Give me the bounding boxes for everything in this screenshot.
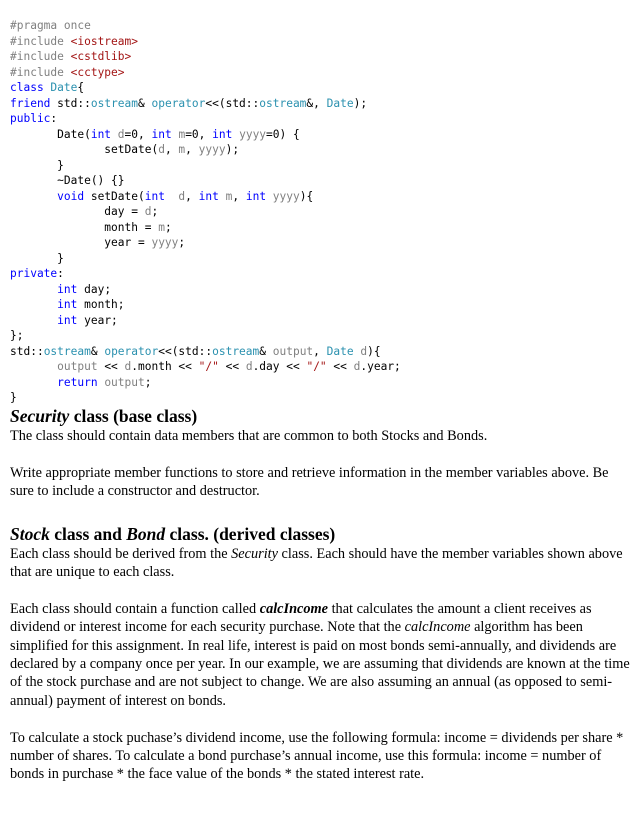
code-line [10, 344, 401, 360]
code-token: } [10, 251, 64, 265]
code-token: output [272, 344, 314, 358]
code-token: Date [326, 96, 354, 110]
code-token: day = [10, 205, 145, 218]
code-token: year; [84, 313, 118, 327]
code-token: << [326, 360, 354, 373]
code-token: m [178, 127, 186, 141]
code-token: d [178, 189, 186, 203]
code-token: int [245, 189, 273, 203]
code-token: <<(std:: [205, 96, 260, 110]
code-token: operator [104, 344, 159, 358]
code-token: : [57, 267, 64, 280]
code-line [10, 220, 401, 236]
code-token: ; [151, 205, 159, 218]
code-token: m [158, 220, 165, 234]
code-token: class [10, 81, 51, 94]
code-line [10, 266, 401, 282]
code-token [10, 376, 57, 389]
code-token: ostream [43, 344, 91, 358]
derived-p1-em: Security [231, 545, 278, 562]
code-token: public [10, 112, 51, 125]
code-line [10, 235, 401, 251]
code-token: int [212, 127, 240, 141]
code-token: int [57, 298, 85, 311]
code-token: , [185, 189, 199, 203]
code-token: }; [10, 329, 24, 342]
code-token: d [144, 205, 152, 218]
security-paragraph-2: Write appropriate member functions to store and retrieve information in the member variables above. Be sure to include a constructor and destructor. [10, 464, 609, 500]
code-line [10, 204, 401, 220]
code-token: return [57, 375, 105, 389]
derived-p1-b: class. Each should have the member variables shown above that are unique to each class. [10, 545, 623, 581]
code-token [10, 360, 57, 373]
derived-heading-rest: class. (derived classes) [165, 523, 336, 544]
code-line [10, 328, 401, 344]
code-token: int [198, 189, 226, 203]
derived-p2-calcincome-bold: calcIncome [259, 600, 329, 617]
code-token: output [57, 360, 105, 373]
code-token: ); [353, 96, 368, 110]
code-token: ostream [90, 96, 138, 110]
code-token: <cstdlib> [70, 50, 132, 63]
code-token: int [57, 313, 85, 327]
code-line [10, 18, 401, 34]
code-token [10, 298, 57, 311]
code-line [10, 375, 401, 391]
code-token: int [151, 127, 179, 141]
code-token: ; [164, 220, 172, 234]
code-token: & [259, 344, 273, 358]
derived-heading [10, 523, 632, 545]
code-token: , [313, 344, 327, 358]
code-token: month = [10, 220, 159, 234]
code-token: } [10, 391, 17, 404]
code-token: setDate( [90, 189, 145, 203]
code-block [10, 18, 401, 406]
code-line [10, 359, 401, 375]
derived-heading-em1: Stock [10, 523, 50, 544]
code-token: , [232, 189, 246, 203]
code-token: <cctype> [70, 65, 125, 79]
code-token: & [138, 96, 152, 110]
code-token: m [178, 143, 186, 156]
code-line [10, 34, 401, 50]
code-token: =0, [124, 127, 152, 141]
code-token: void [57, 189, 91, 203]
code-token: operator [151, 96, 206, 110]
derived-p1-a: Each class should be derived from the [10, 545, 232, 562]
code-token: ){ [299, 189, 314, 203]
code-token: year = [10, 236, 152, 249]
code-token: << [104, 360, 125, 373]
derived-heading-mid: class and [49, 523, 127, 544]
code-token: #pragma once [10, 19, 91, 32]
code-line [10, 80, 401, 96]
code-token: : [50, 112, 58, 125]
code-token: "/" [306, 360, 327, 373]
code-token: .day << [252, 360, 307, 373]
code-token: =0) { [266, 127, 300, 141]
code-token: Date( [10, 127, 91, 141]
code-token: std:: [10, 344, 44, 358]
code-token: .year; [360, 360, 401, 373]
code-token: int [57, 282, 85, 296]
code-token: <iostream> [70, 34, 138, 48]
code-token: & [90, 344, 105, 358]
code-token: d [158, 143, 165, 156]
code-token: .month << [131, 360, 199, 373]
code-token [10, 314, 57, 327]
code-token: m [225, 189, 233, 203]
code-token: yyyy [151, 236, 179, 249]
code-token: output [104, 375, 145, 389]
code-token [10, 283, 57, 296]
code-line [10, 390, 401, 406]
code-token: #include [10, 50, 71, 63]
code-token: day; [84, 282, 112, 296]
code-line [10, 65, 401, 81]
code-token: yyyy [198, 143, 226, 156]
code-token: #include [10, 65, 71, 79]
derived-paragraph-1 [10, 545, 632, 582]
code-token: ~Date() {} [10, 174, 125, 187]
code-token: month; [84, 298, 125, 311]
derived-paragraph-3: To calculate a stock puchase’s dividend income, use the following formula: income = dividends per share * number of shares. To calculate a bond purchase’s annual income, use this formula: income = number of bonds in purchase * the face value of the bonds * the stated interest rate. [10, 729, 624, 783]
code-token: , [164, 143, 179, 156]
assignment-text [10, 405, 632, 802]
code-token: d [117, 127, 125, 141]
code-token: int [144, 189, 179, 203]
code-token: ){ [367, 344, 381, 358]
security-heading-em: Security [10, 406, 70, 426]
code-token: private [10, 267, 58, 280]
code-token [10, 190, 57, 203]
code-line [10, 189, 401, 205]
code-token: #include [10, 34, 71, 48]
code-token: Date [326, 344, 361, 358]
derived-p2-a: Each class should contain a function called [10, 600, 260, 617]
code-line [10, 313, 401, 329]
code-token: Date [50, 81, 78, 94]
code-token: d [124, 360, 132, 373]
code-line [10, 111, 401, 127]
code-token: { [77, 81, 85, 94]
code-line [10, 96, 401, 112]
code-token: int [90, 127, 118, 141]
code-line [10, 282, 401, 298]
code-token: d [360, 344, 368, 358]
code-token: ); [225, 143, 240, 156]
code-token: ; [144, 375, 152, 389]
code-token: std:: [57, 96, 91, 110]
code-token: setDate( [10, 143, 159, 156]
code-line [10, 127, 401, 143]
derived-p2-calcincome-italic: calcIncome [404, 619, 471, 636]
code-line [10, 297, 401, 313]
security-heading-rest: class (base class) [69, 406, 198, 426]
code-token: yyyy [239, 127, 267, 141]
code-token: &, [306, 96, 327, 110]
code-token: <<(std:: [158, 344, 213, 358]
code-line [10, 251, 401, 267]
derived-paragraph-2 [10, 600, 632, 710]
code-token: ostream [212, 344, 260, 358]
code-token: << [218, 360, 246, 373]
code-token: , [185, 143, 199, 156]
code-token: ostream [259, 96, 307, 110]
code-token: yyyy [272, 189, 300, 203]
derived-p2-c: algorithm has been simplified for this assignment. In real life, interest is paid on most bonds semi-annually, and dividends are declared by a company once per year. In our example, we are assuming that dividends are known at the time of the stock purchase and are not subject to change. We are also assuming an annual (as opposed to semi-annual) payment of interest on bonds. [10, 619, 630, 709]
code-token: } [10, 158, 64, 172]
code-token: "/" [198, 360, 219, 373]
code-token: d [245, 360, 253, 373]
code-token: =0, [185, 127, 213, 141]
code-line [10, 142, 401, 158]
code-token: d [353, 360, 361, 373]
code-line [10, 49, 401, 65]
code-line [10, 158, 401, 174]
security-heading [10, 405, 632, 427]
security-paragraph-1: The class should contain data members that are common to both Stocks and Bonds. [10, 428, 488, 444]
derived-heading-em2: Bond [126, 523, 166, 544]
code-line [10, 173, 401, 189]
code-token: ; [178, 236, 186, 249]
derived-p2-b: that calculates the amount a client receives as dividend or interest income for each security purchase. Note that the [10, 600, 592, 636]
code-token: friend [10, 96, 58, 110]
